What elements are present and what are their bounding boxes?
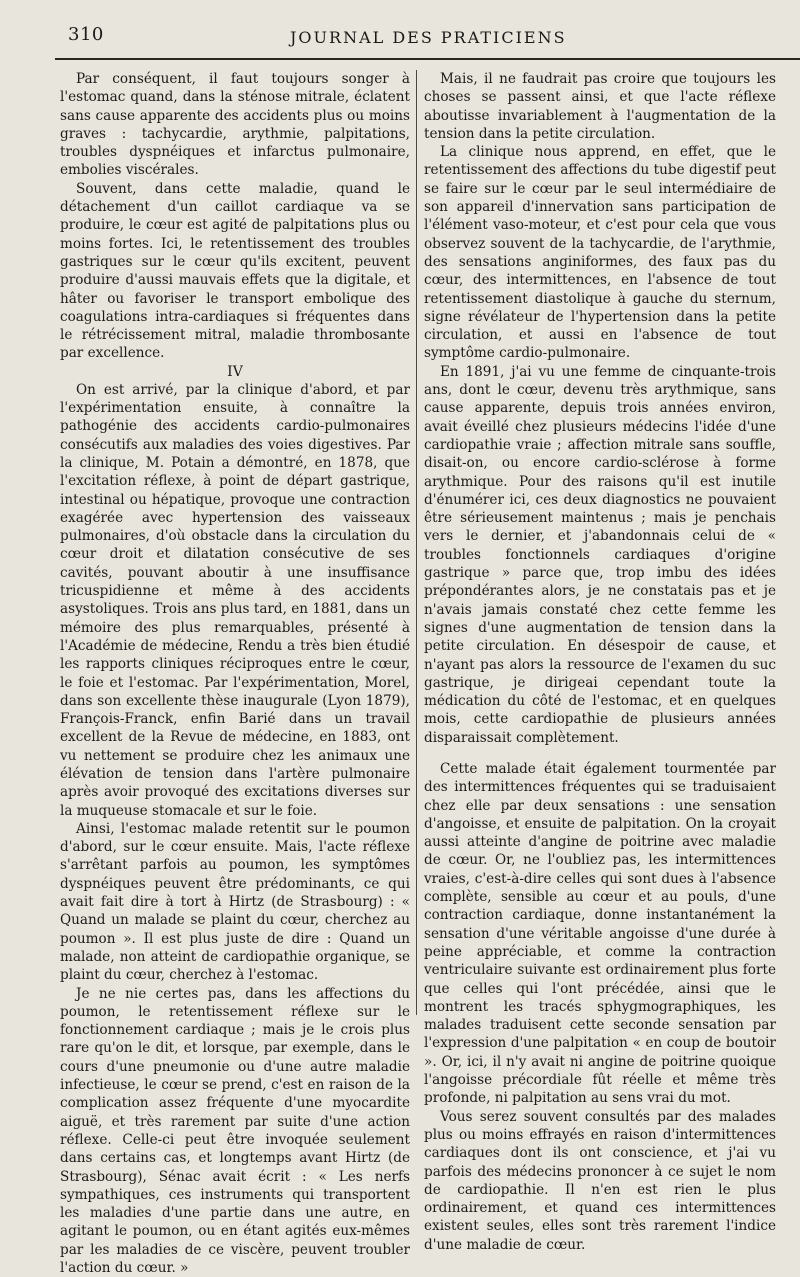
paragraph: Par conséquent, il faut toujours songer à l'estomac quand, dans la sténose mitrale, éclatent sans cause apparente des accidents plus ou moins graves : tachycardie, arythmie, palpitations, troubles dyspnéiques et infarctus pulmonaire, embolies viscérales. bbox=[60, 71, 410, 179]
column-divider bbox=[416, 70, 417, 1015]
paragraph: Ainsi, l'estomac malade retentit sur le poumon d'abord, sur le cœur ensuite. Mais, l'acte réflexe s'arrêtant parfois au poumon, les symptômes dyspnéiques peuvent être prédominants, ce qui avait fait dire à tort à Hirtz (de Strasbourg) : « Quand un malade se plaint du cœur, cherchez au poumon ». Il est plus juste de dire : Quand un malade, non atteint de cardiopathie organique, se plaint du cœur, cherchez à l'estomac. bbox=[60, 820, 410, 984]
section-heading: IV bbox=[227, 363, 243, 380]
paragraph: Mais, il ne faudrait pas croire que toujours les choses se passent ainsi, et que l'acte réflexe aboutisse invariablement à l'augmentation de la tension dans la petite circulation. bbox=[424, 71, 776, 142]
paragraph: La clinique nous apprend, en effet, que le retentissement des affections du tube digestif peut se faire sur le cœur par le seul intermédiaire de son appareil d'innervation sans participation de l'élément vaso-moteur, et c'est pour cela que vous observez souvent de la tachycardie, de l'arythmie, des sensations anginiformes, des faux pas du cœur, des intermittences, en l'absence de tout retentissement diastolique à gauche du sternum, signe révélateur de l'hypertension dans la petite circulation, et aussi en l'absence de tout symptôme cardio-pulmonaire. bbox=[424, 144, 776, 362]
running-title: JOURNAL DES PRATICIENS bbox=[290, 28, 567, 47]
right-column bbox=[424, 70, 776, 1253]
left-column bbox=[60, 70, 410, 1276]
paragraph: Je ne nie certes pas, dans les affections du poumon, le retentissement réflexe sur le fonctionnement cardiaque ; mais je le crois plus rare qu'on le dit, et lorsque, par exemple, dans le cours d'une pneumonie ou d'une autre maladie infectieuse, le cœur se prend, c'est en raison de la complication assez fréquente d'une myocardite aiguë, et très rarement par suite d'une action réflexe. Celle-ci peut être invoquée seulement dans certains cas, et longtemps avant Hirtz (de Strasbourg), Sénac avait écrit : « Les nerfs sympathiques, ces instruments qui transportent les maladies d'une partie dans une autre, en agitant le poumon, ou en étant agités eux-mêmes par les maladies de ce viscère, peuvent troubler l'action du cœur. » bbox=[60, 985, 410, 1276]
header-rule bbox=[55, 58, 800, 60]
paragraph: Souvent, dans cette maladie, quand le détachement d'un caillot cardiaque va se produire, le cœur est agité de palpitations plus ou moins fortes. Ici, le retentissement des troubles gastriques sur le cœur qu'ils excitent, peuvent produire d'aussi mauvais effets que la digitale, et hâter ou favoriser le transport embolique des coagulations intra-cardiaques si fréquentes dans le rétrécissement mitral, maladie thrombosante par excellence. bbox=[60, 180, 410, 362]
page-header bbox=[60, 22, 795, 56]
paragraph: Cette malade était également tourmentée par des intermittences fréquentes qui se traduisaient chez elle par deux sensations : une sensation d'angoisse, et ensuite de palpitation. On la croyait aussi atteinte d'angine de poitrine avec maladie de cœur. Or, ne l'oubliez pas, les intermittences vraies, c'est-à-dire celles qui sont dues à l'absence complète, sensible au cœur et au pouls, d'une contraction cardiaque, donne instantanément la sensation d'une véritable angoisse d'une durée à peine appréciable, et comme la contraction ventriculaire suivante est ordinairement plus forte que celles qui l'ont précédée, ainsi que le montrent les tracés sphygmographiques, les malades traduisent cette seconde sensation par l'expression d'une palpitation « en coup de boutoir ». Or, ici, il n'y avait ni angine de poitrine quoique l'angoisse précordiale fût réelle et même très profonde, ni palpitation au sens vrai du mot. bbox=[424, 760, 776, 1107]
paragraph: Vous serez souvent consultés par des malades plus ou moins effrayés en raison d'intermittences cardiaques dont ils ont conscience, et j'ai vu parfois des médecins prononcer à ce sujet le nom de cardiopathie. Il n'en est rien le plus ordinairement, et quand ces intermittences existent seules, elles sont très rarement l'indice d'une maladie de cœur. bbox=[424, 1108, 776, 1253]
page-number: 310 bbox=[68, 24, 104, 45]
paragraph: En 1891, j'ai vu une femme de cinquante-trois ans, dont le cœur, devenu très arythmique, sans cause apparente, depuis trois années environ, avait éveillé chez plusieurs médecins l'idée d'une cardiopathie vraie ; affection mitrale sans souffle, disait-on, ou encore cardio-sclérose à forme arythmique. Pour des raisons qu'il est inutile d'énumérer ici, ces deux diagnostics ne pouvaient être sérieusement maintenus ; mais je penchais vers le dernier, et j'abandonnais celui de « troubles fonctionnels cardiaques d'origine gastrique » parce que, trop imbu des idées prépondérantes alors, je ne constatais pas et je n'avais jamais constaté chez cette femme les signes d'une augmentation de tension dans la petite circulation. En désespoir de cause, et n'ayant pas alors la ressource de l'examen du suc gastrique, je dirigeai cependant toute la médication du côté de l'estomac, et en quelques mois, cette cardiopathie de plusieurs années disparaissait complètement. bbox=[424, 363, 776, 746]
paragraph: On est arrivé, par la clinique d'abord, et par l'expérimentation ensuite, à connaître la pathogénie des accidents cardio-pulmonaires consécutifs aux maladies des voies digestives. Par la clinique, M. Potain a démontré, en 1878, que l'excitation réflexe, à point de départ gastrique, intestinal ou hépatique, provoque une contraction exagérée avec hypertension des vaisseaux pulmonaires, d'où obstacle dans la circulation du cœur droit et dilatation consécutive de ses cavités, pouvant aboutir à une insuffisance tricuspidienne et même à des accidents asystoliques. Trois ans plus tard, en 1881, dans un mémoire des plus remarquables, présenté à l'Académie de médecine, Rendu a très bien étudié les rapports cliniques réciproques entre le cœur, le foie et l'estomac. Par l'expérimentation, Morel, dans son excellente thèse inaugurale (Lyon 1879), François-Franck, enfin Barié dans un travail excellent de la Revue de médecine, en 1883, ont vu nettement se produire chez les animaux une élévation de tension dans l'artère pulmonaire après avoir provoqué des excitations diverses sur la muqueuse stomacale et sur le foie. bbox=[60, 381, 410, 819]
